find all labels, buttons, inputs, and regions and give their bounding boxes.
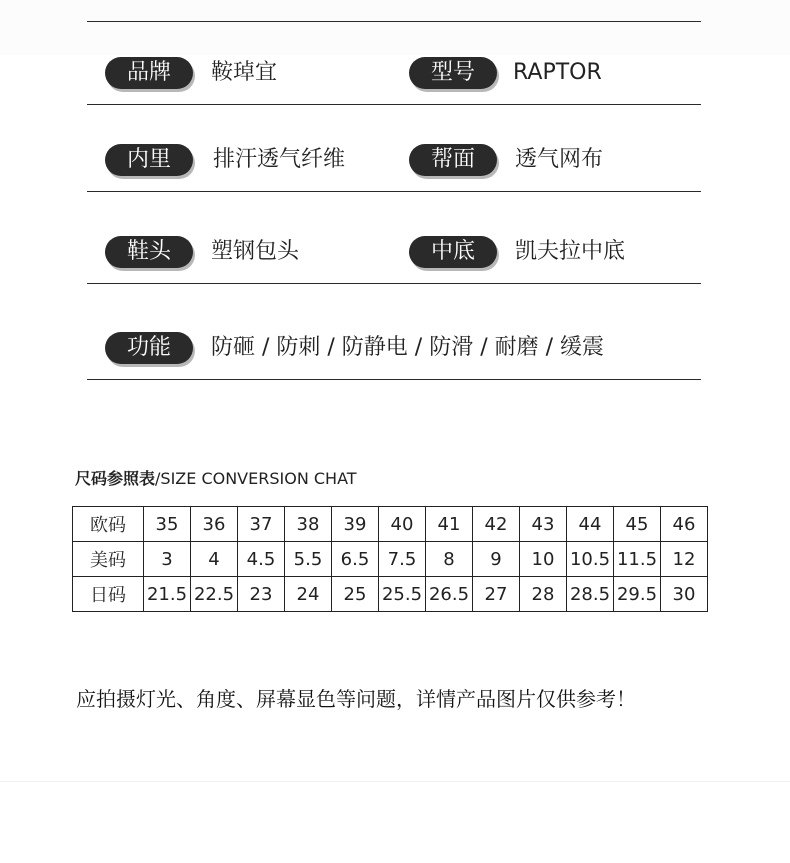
size-chart-title-en: /SIZE CONVERSION CHAT (155, 469, 357, 488)
model-value: RAPTOR (513, 60, 602, 85)
size-conversion-table (72, 506, 708, 612)
table-cell: 12 (661, 542, 708, 577)
table-cell: 44 (567, 507, 614, 542)
table-cell: 28.5 (567, 577, 614, 612)
top-background-band (0, 0, 790, 55)
brand-label-pill: 品牌 (105, 57, 193, 89)
table-cell: 5.5 (285, 542, 332, 577)
table-cell: 21.5 (144, 577, 191, 612)
spec-row-function (0, 332, 790, 372)
spec-row-toe-midsole (0, 236, 790, 276)
table-cell: 45 (614, 507, 661, 542)
table-cell: 24 (285, 577, 332, 612)
row-header-eu: 欧码 (73, 507, 144, 542)
table-cell: 8 (426, 542, 473, 577)
row-header-us: 美码 (73, 542, 144, 577)
divider-line (87, 379, 701, 380)
upper-value: 透气网布 (515, 147, 604, 172)
table-cell: 39 (332, 507, 379, 542)
table-cell: 38 (285, 507, 332, 542)
table-cell: 4 (191, 542, 238, 577)
table-cell: 11.5 (614, 542, 661, 577)
divider-line (87, 191, 701, 192)
table-cell: 46 (661, 507, 708, 542)
table-row-jp (73, 577, 708, 612)
bottom-background-band (0, 781, 790, 863)
toe-cap-label-pill: 鞋头 (105, 236, 193, 268)
table-cell: 43 (520, 507, 567, 542)
size-chart-title-cn: 尺码参照表 (75, 469, 156, 488)
upper-label-pill: 帮面 (409, 144, 497, 176)
toe-cap-value: 塑钢包头 (211, 239, 300, 264)
divider-line (87, 104, 701, 105)
table-cell: 9 (473, 542, 520, 577)
table-cell: 6.5 (332, 542, 379, 577)
table-row-eu (73, 507, 708, 542)
size-chart-title (75, 466, 357, 489)
midsole-label-pill: 中底 (409, 236, 497, 268)
table-cell: 10.5 (567, 542, 614, 577)
table-cell: 23 (238, 577, 285, 612)
table-cell: 30 (661, 577, 708, 612)
table-cell: 26.5 (426, 577, 473, 612)
table-cell: 42 (473, 507, 520, 542)
table-cell: 25.5 (379, 577, 426, 612)
lining-value: 排汗透气纤维 (213, 147, 346, 172)
table-cell: 29.5 (614, 577, 661, 612)
table-cell: 28 (520, 577, 567, 612)
table-cell: 4.5 (238, 542, 285, 577)
model-label-pill: 型号 (409, 57, 497, 89)
table-cell: 7.5 (379, 542, 426, 577)
brand-value: 鞍琸宜 (211, 60, 278, 85)
lining-label-pill: 内里 (105, 144, 193, 176)
table-cell: 27 (473, 577, 520, 612)
row-header-jp: 日码 (73, 577, 144, 612)
spec-row-brand-model (0, 57, 790, 97)
table-cell: 35 (144, 507, 191, 542)
divider-line (87, 283, 701, 284)
table-cell: 10 (520, 542, 567, 577)
divider-line (87, 21, 701, 22)
function-label-pill: 功能 (105, 332, 193, 364)
table-cell: 41 (426, 507, 473, 542)
table-row-us (73, 542, 708, 577)
table-cell: 3 (144, 542, 191, 577)
table-cell: 37 (238, 507, 285, 542)
midsole-value: 凯夫拉中底 (515, 239, 626, 264)
spec-row-lining-upper (0, 144, 790, 184)
table-cell: 36 (191, 507, 238, 542)
table-cell: 22.5 (191, 577, 238, 612)
table-cell: 25 (332, 577, 379, 612)
function-value: 防砸 / 防刺 / 防静电 / 防滑 / 耐磨 / 缓震 (211, 335, 604, 360)
table-cell: 40 (379, 507, 426, 542)
disclaimer-notice: 应拍摄灯光、角度、屏幕显色等问题，详情产品图片仅供参考！ (76, 687, 636, 711)
